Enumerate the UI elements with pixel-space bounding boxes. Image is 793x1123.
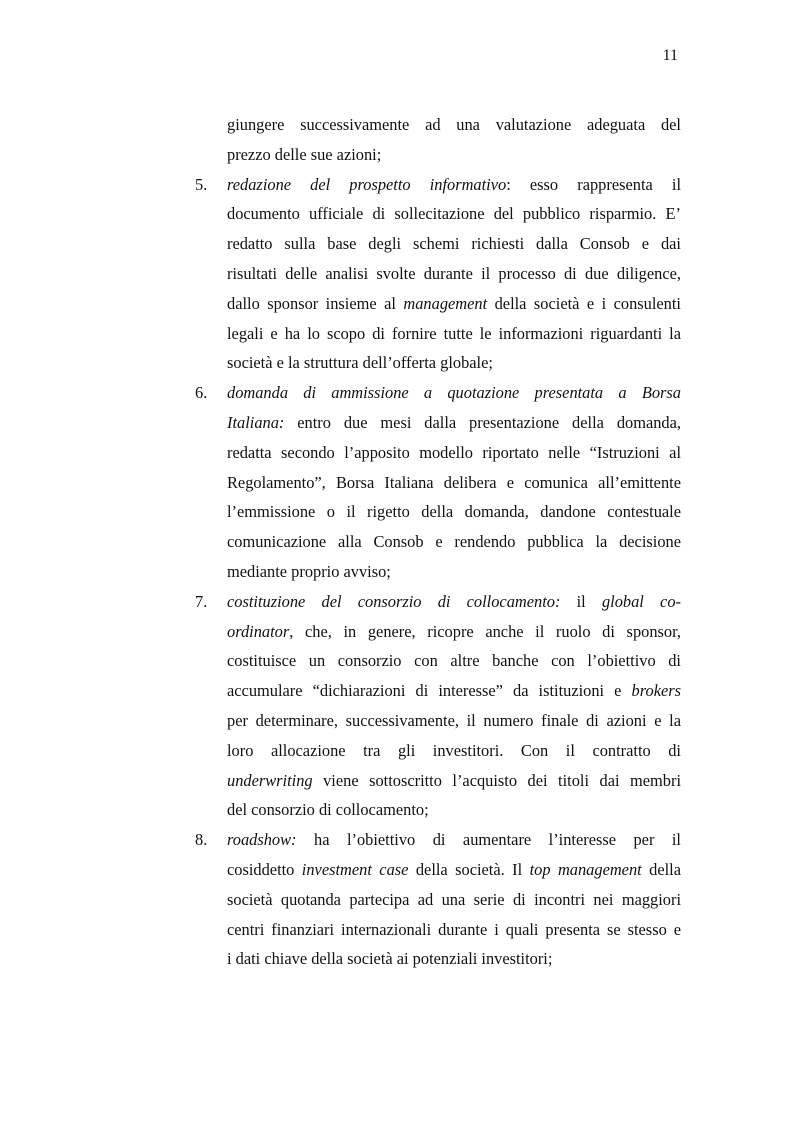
text-span: accumulare “dichiarazioni di interesse” da istituzioni e bbox=[227, 681, 632, 701]
text-line bbox=[227, 855, 681, 885]
text-line bbox=[227, 825, 681, 855]
text-line: società quotanda partecipa ad una serie di incontri nei maggiori bbox=[227, 889, 681, 909]
text-line: loro allocazione tra gli investitori. Con il contratto di bbox=[227, 740, 681, 760]
list-item bbox=[195, 825, 681, 974]
text-line: documento ufficiale di sollecitazione del pubblico risparmio. E’ bbox=[227, 204, 681, 224]
item-title: costituzione del consorzio di collocamento: bbox=[227, 591, 561, 611]
italic-term: global co- bbox=[601, 591, 681, 611]
italic-term: management bbox=[403, 293, 488, 313]
item-title: domanda di ammissione a quotazione presentata a Borsa bbox=[227, 383, 681, 403]
text-span: viene sottoscritto l’acquisto dei titoli dai membri bbox=[312, 770, 681, 790]
text-line: redatta secondo l’apposito modello riportato nelle “Istruzioni al bbox=[227, 442, 681, 462]
text-line bbox=[227, 617, 681, 647]
text-span: esso rappresenta il bbox=[510, 174, 681, 194]
document-body bbox=[195, 110, 681, 974]
text-span: , che, in genere, ricopre anche il ruolo di sponsor, bbox=[289, 621, 681, 641]
italic-term: investment case bbox=[301, 859, 409, 879]
text-line: costituisce un consorzio con altre banche con l’obiettivo di bbox=[227, 651, 681, 671]
text-line: società e la struttura dell’offerta globale; bbox=[227, 353, 493, 373]
text-line: centri finanziari internazionali durante i quali presenta se stesso e bbox=[227, 919, 681, 939]
text-line: del consorzio di collocamento; bbox=[227, 800, 429, 820]
list-item-text bbox=[227, 170, 681, 379]
text-span: della società. Il bbox=[408, 859, 530, 879]
italic-term: underwriting bbox=[227, 770, 313, 790]
list-item bbox=[195, 587, 681, 825]
list-item-number: 6. bbox=[195, 383, 208, 403]
list-item bbox=[195, 378, 681, 587]
text-line bbox=[227, 676, 681, 706]
item-title: Italiana: bbox=[227, 412, 285, 432]
list-item-number: 8. bbox=[195, 830, 208, 850]
item-title: roadshow: bbox=[227, 830, 297, 850]
text-span: ha l’obiettivo di aumentare l’interesse per il bbox=[296, 830, 681, 850]
text-span: della società e i consulenti bbox=[487, 293, 681, 313]
italic-term: top management bbox=[529, 859, 642, 879]
text-line bbox=[227, 587, 681, 617]
text-line: redatto sulla base degli schemi richiesti dalla Consob e dai bbox=[227, 234, 681, 254]
list-item bbox=[195, 170, 681, 379]
list-item-text bbox=[227, 825, 681, 974]
item-title: redazione del prospetto informativo bbox=[227, 174, 507, 194]
text-span: della bbox=[641, 859, 681, 879]
text-line: comunicazione alla Consob e rendendo pubblica la decisione bbox=[227, 532, 681, 552]
text-span: dallo sponsor insieme al bbox=[227, 293, 404, 313]
text-line: prezzo delle sue azioni; bbox=[227, 144, 382, 164]
text-line bbox=[227, 766, 681, 796]
list-item-number: 5. bbox=[195, 174, 208, 194]
text-span: cosiddetto bbox=[227, 859, 302, 879]
list-item-text bbox=[227, 378, 681, 587]
text-line: mediante proprio avviso; bbox=[227, 561, 391, 581]
text-line bbox=[227, 408, 681, 438]
text-line: per determinare, successivamente, il numero finale di azioni e la bbox=[227, 710, 681, 730]
continuation-paragraph bbox=[227, 110, 681, 170]
text-line: legali e ha lo scopo di fornire tutte le informazioni riguardanti la bbox=[227, 323, 681, 343]
italic-term: brokers bbox=[631, 681, 681, 701]
text-span: il bbox=[560, 591, 602, 611]
text-span: entro due mesi dalla presentazione della domanda, bbox=[284, 412, 681, 432]
text-line: i dati chiave della società ai potenziali investitori; bbox=[227, 949, 553, 969]
text-line bbox=[227, 289, 681, 319]
italic-term: ordinator bbox=[227, 621, 290, 641]
text-line: Regolamento”, Borsa Italiana delibera e comunica all’emittente bbox=[227, 472, 681, 492]
text-line bbox=[227, 378, 681, 408]
text-line bbox=[227, 170, 681, 200]
list-item-text bbox=[227, 587, 681, 825]
text-line: giungere successivamente ad una valutazione adeguata del bbox=[227, 115, 681, 134]
text-line: l’emmissione o il rigetto della domanda, dandone contestuale bbox=[227, 502, 681, 522]
page-number: 11 bbox=[662, 47, 678, 64]
separator: : bbox=[506, 174, 511, 194]
text-line: risultati delle analisi svolte durante il processo di due diligence, bbox=[227, 263, 681, 283]
list-item-number: 7. bbox=[195, 591, 208, 611]
